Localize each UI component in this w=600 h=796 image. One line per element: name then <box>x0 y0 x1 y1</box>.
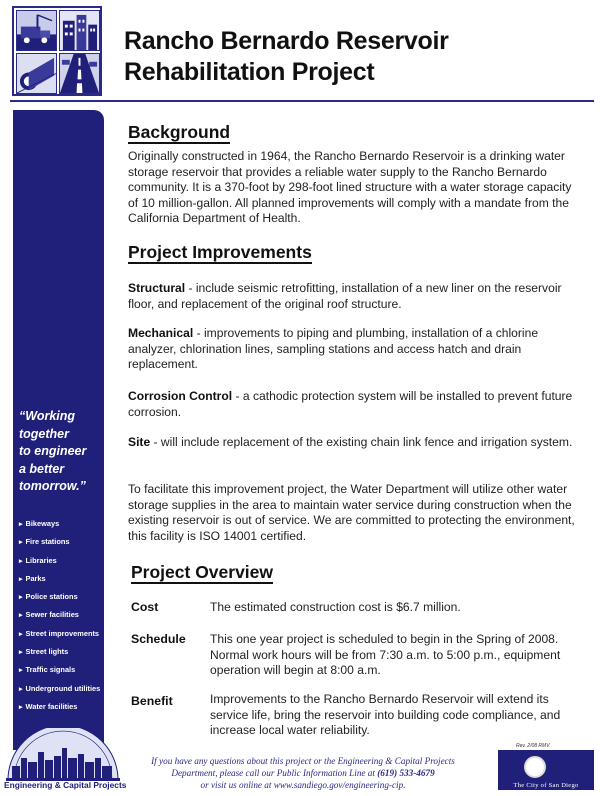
facility-item: ▸ Libraries <box>19 552 100 570</box>
header-divider <box>10 100 594 102</box>
badge-label: Engineering & Capital Projects <box>4 780 127 790</box>
sidebar <box>13 110 104 750</box>
schedule-label: Schedule <box>131 632 186 646</box>
motto-line: a better <box>19 461 65 476</box>
cost-text: The estimated construction cost is $6.7 million. <box>210 600 461 614</box>
improvement-label: Mechanical <box>128 326 194 340</box>
improvement-label: Structural <box>128 281 186 295</box>
improvements-closing: To facilitate this improvement project, the Water Department will utilize other water storage supplies in the area to maintain water service during construction when the existing reservoir is out of service. We are committed to protecting the environment, this facility is ISO 14001 certified. <box>128 482 575 543</box>
facility-item: ▸ Bikeways <box>19 515 100 533</box>
footer-phone: (619) 533-4679 <box>377 768 435 778</box>
benefit-text: Improvements to the Rancho Bernardo Reservoir will extend its service life, bring the reservoir into building code compliance, and increase local water reliability. <box>210 692 561 738</box>
motto-line: tomorrow.” <box>19 479 86 493</box>
improvement-text: - improvements to piping and plumbing, installation of a chlorine analyzer, chlorination lines, sampling stations and access hatch and drain replacement. <box>128 326 539 372</box>
facility-item: ▸ Water facilities <box>19 698 100 716</box>
ecp-logo-grid <box>12 6 102 96</box>
road-icon <box>59 53 100 94</box>
improvement-label: Corrosion Control <box>128 389 233 403</box>
improvement-site <box>128 435 584 451</box>
buildings-icon <box>59 10 100 51</box>
improvement-structural <box>128 281 584 312</box>
motto-line: “Working <box>19 409 76 423</box>
title-line-2: Rehabilitation Project <box>124 58 375 86</box>
motto-line: together <box>19 426 69 441</box>
background-text: Originally constructed in 1964, the Rancho Bernardo Reservoir is a drinking water storage reservoir that provides a reliable water supply to the Rancho Bernardo community. It is a 370-foot by 298-foot lined structure with a water storage capacity of 10 million-gallon. All planned improvements will comply with a mandate from the California Department of Health. <box>128 149 572 226</box>
improvement-mechanical <box>128 326 584 373</box>
facility-item: ▸ Street lights <box>19 643 100 661</box>
pipe-icon <box>16 53 57 94</box>
facility-item: ▸ Fire stations <box>19 533 100 551</box>
improvement-corrosion <box>128 389 584 420</box>
improvement-text: - will include replacement of the existing chain link fence and irrigation system. <box>150 435 573 449</box>
footer-text: Department, please call our Public Information Line at <box>171 768 378 778</box>
footer-contact <box>128 755 478 791</box>
facility-item: ▸ Parks <box>19 570 100 588</box>
improvement-text: - include seismic retrofitting, installation of a new liner on the reservoir floor, and replacement of the original roof structure. <box>128 281 562 311</box>
footer-line: If you have any questions about this project or the Engineering & Capital Projects <box>151 756 455 766</box>
city-seal-icon <box>524 756 546 778</box>
benefit-label: Benefit <box>131 694 173 708</box>
improvement-text: - a cathodic protection system will be installed to prevent future corrosion. <box>128 389 573 419</box>
footer-line <box>128 767 478 779</box>
city-name: The City of San Diego <box>513 782 579 789</box>
background-heading: Background <box>128 122 231 142</box>
motto-line: to engineer <box>19 444 87 458</box>
footer-url: or visit us online at www.sandiego.gov/engineering-cip. <box>200 780 406 790</box>
schedule-text: This one year project is scheduled to begin in the Spring of 2008. Normal work hours will be from 7:30 a.m. to 5:00 p.m., equipment operation will begin at 8:00 a.m. <box>210 632 561 678</box>
truck-icon <box>16 10 57 51</box>
facility-list <box>19 515 100 716</box>
overview-heading: Project Overview <box>131 562 274 582</box>
facility-item: ▸ Underground utilities <box>19 680 100 698</box>
cost-label: Cost <box>131 600 159 614</box>
facility-item: ▸ Police stations <box>19 588 100 606</box>
facility-item: ▸ Street improvements <box>19 625 100 643</box>
title-line-1: Rancho Bernardo Reservoir <box>124 27 449 55</box>
sidebar-motto <box>19 408 86 496</box>
facility-item: ▸ Traffic signals <box>19 661 100 679</box>
facility-item: ▸ Sewer facilities <box>19 606 100 624</box>
revision-note: Rev. 2/08 RMV <box>516 743 550 749</box>
page-title <box>124 26 449 88</box>
improvements-heading: Project Improvements <box>128 242 312 262</box>
improvement-label: Site <box>128 435 151 449</box>
